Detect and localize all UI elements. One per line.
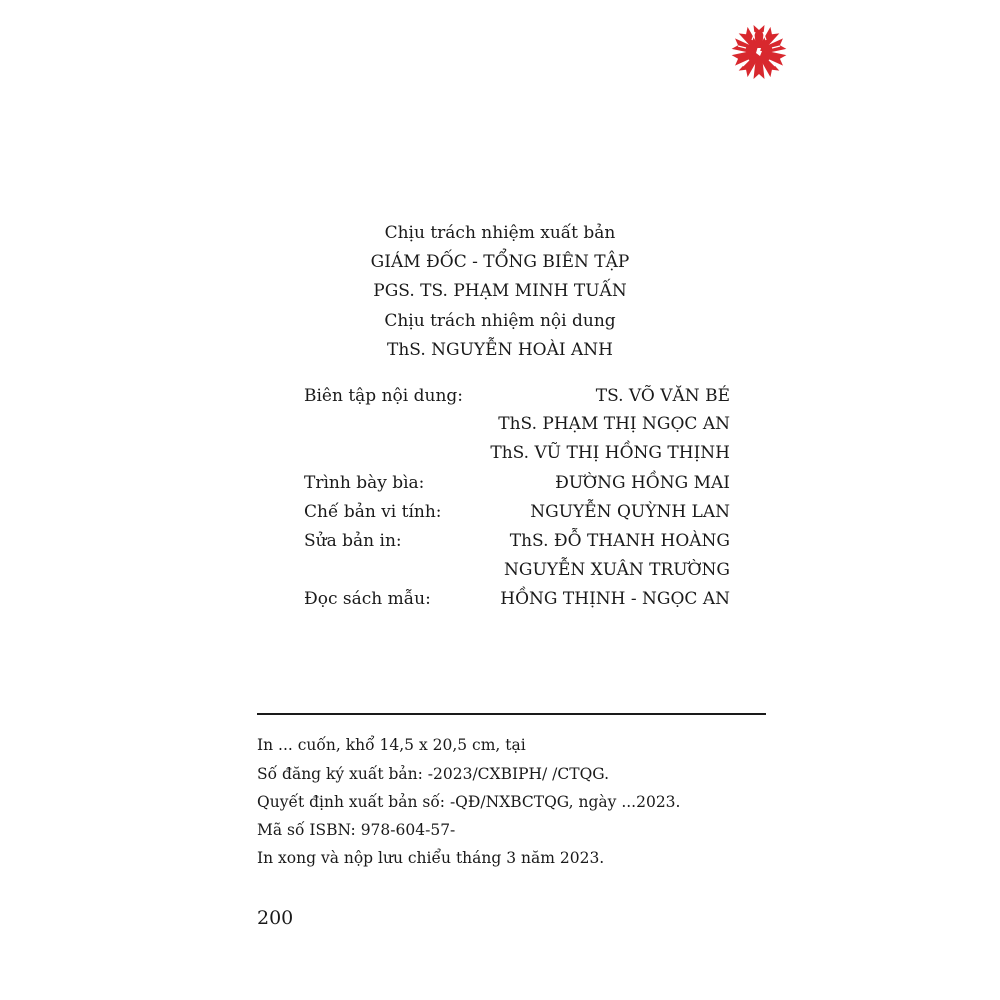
credit-name: NGUYỄN QUỲNH LAN [530,502,730,522]
section-divider [257,713,766,715]
credit-label-typesetting: Chế bản vi tính: [304,502,442,522]
credit-label-content-editing: Biên tập nội dung: [304,386,464,406]
publishing-person: PGS. TS. PHẠM MINH TUẤN [373,281,627,301]
publishing-decision-info: Quyết định xuất bản số: -QĐ/NXBCTQG, ngày ...2023. [257,793,681,811]
credit-label-proofreading: Sửa bản in: [304,531,402,551]
legal-deposit-info: In xong và nộp lưu chiểu tháng 3 năm 2023. [257,849,605,867]
page-number: 200 [257,907,294,929]
publisher-star-logo-icon [729,22,789,82]
credit-name: ThS. ĐỖ THANH HOÀNG [509,531,730,551]
credit-label-cover-design: Trình bày bìa: [304,473,425,493]
credit-name: ThS. PHẠM THỊ NGỌC AN [498,414,730,434]
print-run-info: In ... cuốn, khổ 14,5 x 20,5 cm, tại [257,736,526,754]
content-responsible-person: ThS. NGUYỄN HOÀI ANH [387,340,613,360]
isbn-info: Mã số ISBN: 978-604-57- [257,821,456,839]
content-responsibility-label: Chịu trách nhiệm nội dung [384,311,616,331]
credit-name: NGUYỄN XUÂN TRƯỜNG [503,560,730,580]
registration-info: Số đăng ký xuất bản: -2023/CXBIPH/ /CTQG. [257,765,610,783]
credit-label-sample-reading: Đọc sách mẫu: [304,589,431,609]
credit-name: HỒNG THỊNH - NGỌC AN [500,589,730,609]
credit-name: ĐƯỜNG HỒNG MAI [555,473,730,493]
publishing-responsibility-label: Chịu trách nhiệm xuất bản [384,223,616,243]
publishing-role: GIÁM ĐỐC - TỔNG BIÊN TẬP [370,252,630,272]
credit-name: TS. VÕ VĂN BÉ [595,386,730,406]
credit-name: ThS. VŨ THỊ HỒNG THỊNH [490,443,730,463]
